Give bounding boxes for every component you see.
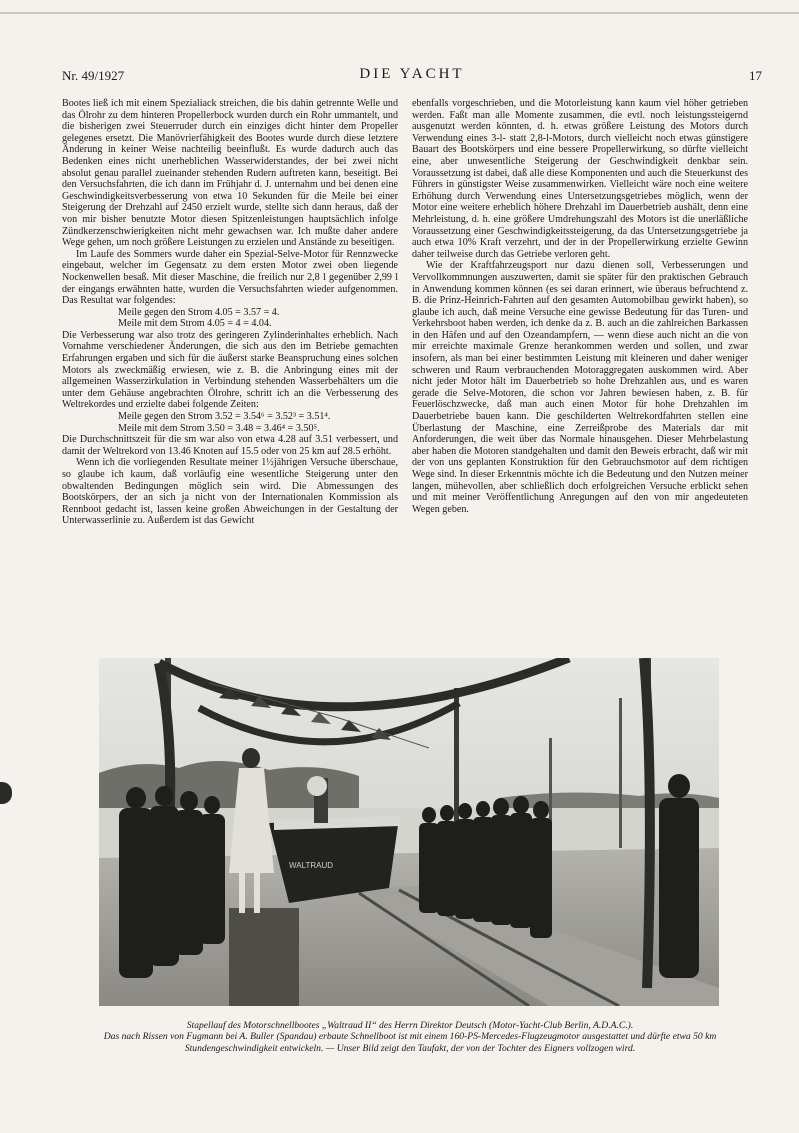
paragraph: Wie der Kraftfahrzeugsport nur dazu dienen soll, Verbesserungen und Vervollkommnungen auszuwerten, damit sie später für den praktischen Gebrauch in Anwendung kommen können (es sei daran erinnert, wie überaus befruchtend z. B. die Prinz-Heinrich-Fahrten auf den gesamten Automobilbau gewirkt haben), so glaube ich auch, daß meine Versuche eine gewisse Bedeutung für das Turen- und Verkehrsboot haben werden, ich denke da z. B. auch an die zahlreichen Barkassen in den Häfen und auf den Ozeandampfern, — wenn diese auch nicht an die von mir erreichte maximale Grenze herankommen werden und sollen, und zwar insofern, als man bei einer bestimmten Leistung mit kleineren und daher weniger schweren und Raum verbrauchenden Motoraggregaten auskommen wird. Aber nicht jeder Motor hält im Dauerbetrieb so hohe Drehzahlen aus, und es waren gerade die Selve-Motoren, die schon vor Jahren bewiesen haben, z. B. für Feuerlöschzwecke, daß man auch einen Motor für hohe Drehzahlen im Dauerbetriebe bauen kann. Die geschilderten Weltrekordfahrten stellen eine Überlastung der Maschine, eine Zerreißprobe des Materials dar mit Anforderungen, die weit über das Normale hinausgehen. Dieser Mehrbelastung aber haben die Motoren standgehalten und damit den Beweis erbracht, daß wir mit der von uns geplanten Konstruktion für den Gebrauchsmotor auf dem richtigen Wege sind. In dieser Erkenntnis möchte ich die Bedeutung und den Nutzen meiner langen, mühevollen, aber schließlich doch erfolgreichen Versuche erblickt sehen und mit meiner Veröffentlichung Anregungen auf den von mir angedeuteten Wegen geben. (412, 260, 748, 515)
page-number: 17 (749, 68, 762, 83)
caption-line-1: Stapellauf des Motorschnellbootes „Waltraud II“ des Herrn Direktor Deutsch (Motor-Yacht-Club Berlin, A.D.A.C.). (186, 1020, 634, 1031)
binding-hole (0, 782, 12, 804)
hull-lettering: WALTRAUD (289, 861, 333, 870)
page-top-rule (0, 12, 799, 14)
text-column-right (412, 98, 748, 515)
photo-caption (80, 1020, 740, 1054)
paragraph: ebenfalls vorgeschrieben, und die Motorleistung kann kaum viel höher getrieben werden. Faßt man alle Momente zusammen, die evtl. noch leistungssteigernd ausgenutzt werden könnten, d. h. etwas größere Leistung des Motors durch Verwendung eines 3-l- statt 2,8-l-Motors, durch vielleicht noch etwas günstigere Bauart des Bootskörpers und eine bessere Propellerwirkung, so dürfte vielleicht eine, aber unwesentliche Steigerung der Geschwindigkeit denkbar sein. Voraussetzung ist dabei, daß alle diese Komponenten und auch die Steuerkunst des Führers in günstigster Weise zusammenwirken. Vielleicht wäre noch eine weitere Erhöhung durch Verwendung eines Untersetzungsgetriebes möglich, wenn der Motor eine weitere erheblich höhere Drehzahl im Dauerbetrieb aushält, denn eine Mehrleistung, d. h. eine größere Umdrehungszahl des Motors ist die unerläßliche Voraussetzung einer Geschwindigkeitssteigerung, da das Untersetzungsgetriebe ja auch etwa 10% Kraft verzehrt, und der in der Propellerwirkung erzielte Gewinn daher teilweise durch das Getriebe verloren geht. (412, 98, 748, 260)
paragraph: Die Durchschnittszeit für die sm war also von etwa 4.28 auf 3.51 verbessert, und damit der Weltrekord von 13.46 Knoten auf 15.5 oder von 25 km auf 28.5 erhöht. (62, 434, 398, 457)
issue-number: Nr. 49/1927 (62, 68, 125, 83)
photo-illustration (99, 658, 719, 1006)
launch-photograph (99, 658, 719, 1006)
equation-line: Meile mit dem Strom 4.05 = 4 = 4.04. (118, 318, 272, 330)
paragraph: Die Verbesserung war also trotz des geringeren Zylinderinhaltes erheblich. Nach Vornahme verschiedener Änderungen, die sich aus den im Betriebe gemachten Erfahrungen ergaben und sich für die äußerst starke Beanspruchung eines solchen Motors als zweckmäßig erwiesen, wie z. B. die Anbringung eines mit der allgemeinen Wasserzirkulation in Verbindung stehenden Wasserbehälters um die unter dem Gehäuse angebrachten Ölrohre, schritt ich an die Verbesserung des Weltrekordes und erzielte dabei folgende Zeiten: (62, 329, 398, 411)
paragraph: Bootes ließ ich mit einem Spezialiack streichen, die bis dahin getrennte Welle und das Ölrohr zu dem hinteren Propellerbock wurden durch ein Rohr ummantelt, und die bisherigen zwei Steuerruder durch ein einziges dicht hinter dem Propeller gelegenes ersetzt. Die Manövrierfähigkeit des Bootes wurde durch diese letztere Änderung in keiner Weise nachteilig beeinflußt. Es wurde dadurch auch das Bedenken eines nicht unerheblichen Wasserwiderstandes, der bei zwei nicht absolut genau parallel zueinander stehenden Rudern auftreten kann, beseitigt. Bei den Versuchsfahrten, die ich dann im Frühjahr d. J. unternahm und bei denen eine Geschwindigkeitsverbesserung von etwa 10 Sekunden für die Meile bei einer Steigerung der Drehzahl auf 2450 erzielt wurde, stellte sich dann heraus, daß der von mir bisher benutzte Motor diesen Spitzenleistungen hauptsächlich infolge Zündkerzenschwierigkeiten nicht mehr gewachsen war. Ich mußte daher andere Wege gehen, um noch größere Leistungen zu erzielen und Anstände zu beseitigen. (62, 98, 398, 249)
page-header (62, 66, 762, 88)
equation-line: Meile mit dem Strom 3.50 = 3.48 = 3.46⁴ = 3.50⁵. (118, 422, 320, 434)
equation-line: Meile gegen den Strom 3.52 = 3.54⁶ = 3.52³ = 3.51⁴. (118, 411, 331, 423)
caption-line-2: Das nach Rissen von Fugmann bei A. Buller (Spandau) erbaute Schnellboot ist mit einem 160-PS-Mercedes-Flugzeugmotor ausgestattet und dürfte etwa 50 km Stundengeschwindigkeit entwickeln. — Unser Bild zeigt den Taufakt, der von der Tochter des Eigners vollzogen wird. (103, 1031, 717, 1054)
magazine-title: DIE YACHT (359, 66, 465, 82)
paragraph: Im Laufe des Sommers wurde daher ein Spezial-Selve-Motor für Rennzwecke eingebaut, welcher im Gegensatz zu dem ersten Motor zwei oben liegende Nockenwellen besaß. Mit dieser Maschine, die freilich nur 2,8 l gegenüber 2,99 l der eingangs erwähnten hatte, wurden die Versuchsfahrten wieder aufgenommen. Das Resultat war folgendes: (62, 248, 398, 307)
equation-line: Meile gegen den Strom 4.05 = 3.57 = 4. (118, 306, 280, 318)
paragraph: Wenn ich die vorliegenden Resultate meiner 1½jährigen Versuche überschaue, so glaube ich kaum, daß vorläufig eine wesentliche Steigerung unter den obwaltenden Bedingungen möglich sein wird. Die Abmessungen des Bootskörpers, der an sich ja nicht von der Internationalen Kommission als Rennboot gedacht ist, lassen keine großen Abweichungen in der Gestaltung der Unterwasserlinie zu. Außerdem ist das Gewicht (62, 457, 398, 527)
text-column-left (62, 98, 398, 527)
